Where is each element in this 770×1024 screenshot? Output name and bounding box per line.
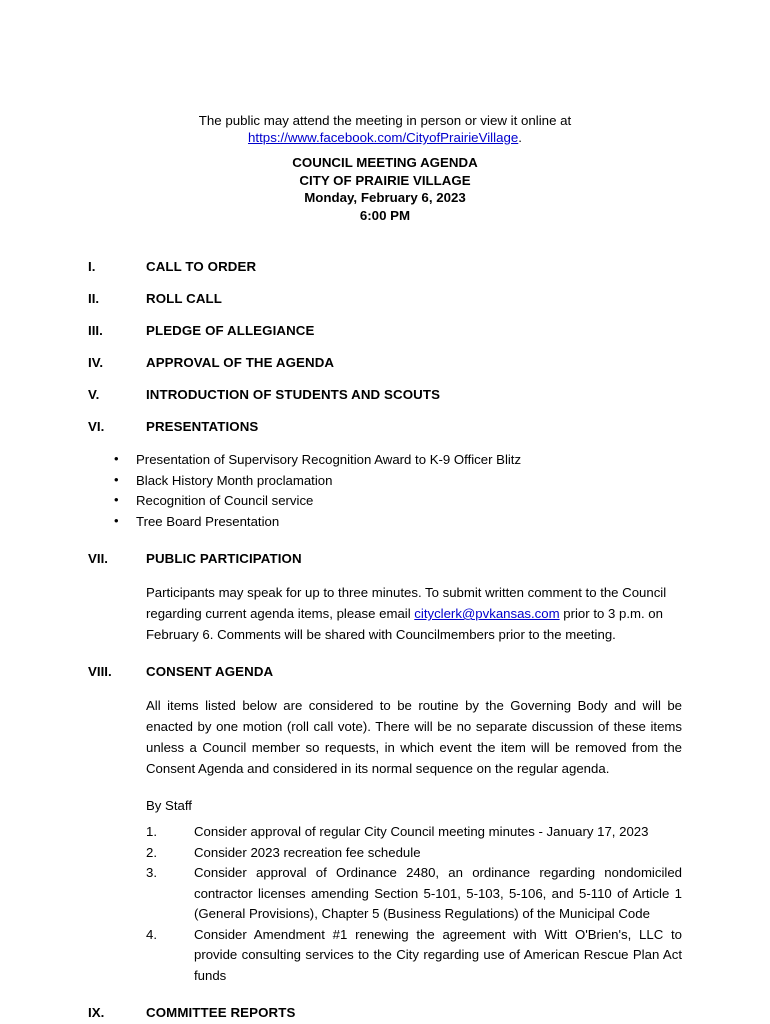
agenda-item-committee-reports	[88, 1004, 682, 1022]
item-heading: CONSENT AGENDA	[146, 664, 274, 679]
item-number: VI.	[88, 419, 105, 434]
agenda-item-introduction-students-scouts	[88, 386, 682, 404]
intro-period: .	[518, 130, 522, 145]
item-number: III.	[88, 323, 103, 338]
item-heading: CALL TO ORDER	[146, 259, 257, 274]
list-item-marker: 3.	[146, 865, 157, 880]
list-item	[146, 925, 682, 987]
cityclerk-email-link[interactable]: cityclerk@pvkansas.com	[414, 606, 560, 621]
list-item-marker: 2.	[146, 844, 157, 860]
agenda-item-presentations	[88, 418, 682, 436]
consent-agenda-paragraph: All items listed below are considered to be routine by the Governing Body and will be enacted by one motion (roll call vote). There will be no separate discussion of these items unless a Council member so requests, in which event the item will be removed from the Consent Agenda and considered in its normal sequence on the regular agenda.	[146, 698, 682, 776]
item-number: IX.	[88, 1005, 105, 1020]
public-participation-body	[146, 582, 682, 645]
agenda-item-public-participation	[88, 550, 682, 568]
item-heading: PLEDGE OF ALLEGIANCE	[146, 323, 315, 338]
list-item: • Presentation of Supervisory Recognition Award to K-9 Officer Blitz	[88, 450, 682, 471]
item-heading: PRESENTATIONS	[146, 419, 259, 434]
item-number: VII.	[88, 551, 108, 566]
facebook-link[interactable]: https://www.facebook.com/CityofPrairieVillage	[248, 130, 519, 145]
agenda-item-pledge-of-allegiance	[88, 322, 682, 340]
public-participation-paragraph	[146, 582, 682, 645]
list-item	[146, 863, 682, 925]
title-line-1: COUNCIL MEETING AGENDA	[292, 155, 478, 170]
spacer	[88, 986, 682, 1004]
list-item: • Recognition of Council service	[88, 491, 682, 512]
pp-text-before: Participants may speak for up to three minutes. To submit written comment to the Council regarding current agenda items, please email	[146, 585, 667, 621]
item-heading: PUBLIC PARTICIPATION	[146, 551, 302, 566]
spacer	[88, 532, 682, 550]
list-item-marker: 1.	[146, 824, 157, 839]
list-item-marker: 4.	[146, 926, 157, 942]
item-number: IV.	[88, 355, 104, 370]
intro-block	[88, 112, 682, 146]
title-block	[88, 154, 682, 224]
spacer	[88, 645, 682, 663]
agenda-item-roll-call	[88, 290, 682, 308]
item-heading: ROLL CALL	[146, 291, 222, 306]
agenda-list	[88, 258, 682, 1022]
presentations-bullet-list	[88, 450, 682, 532]
list-item-text: Consider 2023 recreation fee schedule	[194, 844, 421, 860]
consent-agenda-body	[146, 695, 682, 986]
list-item-text: Consider approval of regular City Council meeting minutes - January 17, 2023	[194, 824, 649, 839]
by-staff-label: By Staff	[146, 798, 192, 813]
list-item-text: Consider approval of Ordinance 2480, an ordinance regarding nondomiciled contractor licenses amending Section 5-101, 5-103, 5-106, and 5-110 of Article 1 (General Provisions), Chapter 5 (Business Regulations) of the Municipal Code	[194, 865, 682, 921]
title-line-3: Monday, February 6, 2023	[304, 190, 466, 205]
item-heading: INTRODUCTION OF STUDENTS AND SCOUTS	[146, 387, 441, 402]
intro-link-line	[88, 129, 682, 146]
item-heading: APPROVAL OF THE AGENDA	[146, 355, 335, 370]
title-line-4: 6:00 PM	[359, 207, 411, 223]
agenda-item-consent-agenda	[88, 663, 682, 681]
item-number: VIII.	[88, 664, 112, 679]
item-number: V.	[88, 387, 100, 402]
list-item: • Black History Month proclamation	[88, 471, 682, 492]
item-number: II.	[88, 291, 100, 306]
intro-line-1: The public may attend the meeting in person or view it online at	[198, 113, 572, 128]
agenda-item-approval-of-agenda	[88, 354, 682, 372]
item-number: I.	[88, 259, 96, 274]
list-item	[146, 843, 682, 864]
list-item-text: Consider Amendment #1 renewing the agreement with Witt O'Brien's, LLC to provide consulting services to the City regarding use of American Rescue Plan Act funds	[194, 926, 682, 983]
item-heading: COMMITTEE REPORTS	[146, 1005, 296, 1020]
agenda-item-call-to-order	[88, 258, 682, 276]
pp-text-after: prior to 3 p.m. on February 6. Comments will be shared with Councilmembers prior to the meeting.	[146, 606, 663, 642]
list-item	[146, 822, 682, 843]
consent-agenda-numbered-list	[146, 822, 682, 986]
title-line-2: CITY OF PRAIRIE VILLAGE	[299, 172, 471, 188]
list-item: • Tree Board Presentation	[88, 512, 682, 533]
